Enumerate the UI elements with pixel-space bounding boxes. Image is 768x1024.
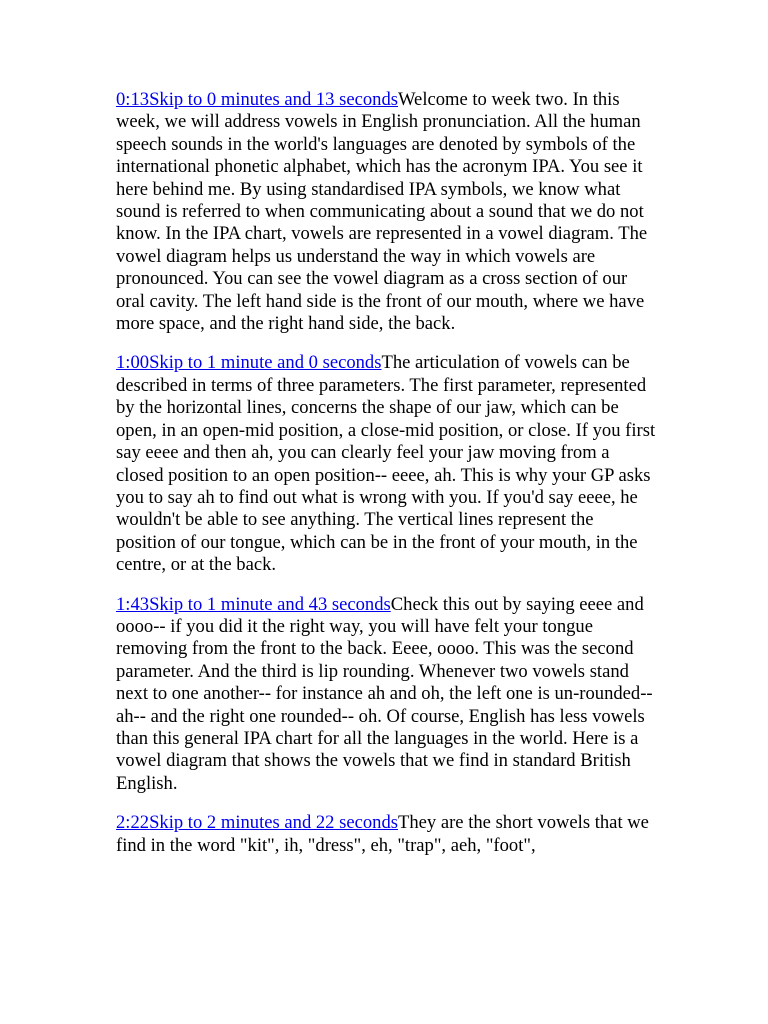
transcript-paragraph bbox=[116, 352, 656, 576]
transcript-text: Check this out by saying eeee and oooo-- if you did it the right way, you will have felt your tongue removing from the front to the back. Eeee, oooo. This was the second parameter. And the third is lip rounding. Whenever two vowels stand next to one another-- for instance ah and oh, the left one is un-rounded-- ah-- and the right one rounded-- oh. Of course, English has less vowels than this general IPA chart for all the languages in the world. Here is a vowel diagram that shows the vowels that we find in standard British English. bbox=[116, 593, 653, 794]
transcript-text: Welcome to week two. In this week, we will address vowels in English pronunciation. All the human speech sounds in the world's languages are denoted by symbols of the international phonetic alphabet, which has the acronym IPA. You see it here behind me. By using standardised IPA symbols, we know what sound is referred to when communicating about a sound that we do not know. In the IPA chart, vowels are represented in a vowel diagram. The vowel diagram helps us understand the way in which vowels are pronounced. You can see the vowel diagram as a cross section of our oral cavity. The left hand side is the front of our mouth, where we have more space, and the right hand side, the back. bbox=[116, 89, 648, 335]
timestamp-link[interactable] bbox=[116, 352, 381, 373]
timestamp-skip-label[interactable]: Skip to 2 minutes and 22 seconds bbox=[149, 812, 398, 834]
timestamp-link[interactable] bbox=[116, 594, 391, 615]
transcript-page bbox=[116, 89, 656, 874]
transcript-text: They are the short vowels that we find in the word "kit", ih, "dress", eh, "trap", aeh, "foot", bbox=[116, 812, 649, 856]
timestamp-skip-label[interactable]: Skip to 1 minute and 43 seconds bbox=[149, 593, 391, 615]
timestamp-time[interactable]: 2:22 bbox=[116, 812, 150, 834]
transcript-paragraph bbox=[116, 594, 656, 796]
timestamp-skip-label[interactable]: Skip to 1 minute and 0 seconds bbox=[149, 352, 382, 374]
transcript-text: The articulation of vowels can be described in terms of three parameters. The first parameter, represented by the horizontal lines, concerns the shape of our jaw, which can be open, in an open-mid position, a close-mid position, or close. If you first say eeee and then ah, you can clearly feel your jaw moving from a closed position to an open position-- eeee, ah. This is why your GP asks you to say ah to find out what is wrong with you. If you'd say eeee, he wouldn't be able to see anything. The vertical lines represent the position of our tongue, which can be in the front of your mouth, in the centre, or at the back. bbox=[116, 352, 656, 576]
timestamp-time[interactable]: 1:43 bbox=[116, 593, 150, 615]
timestamp-time[interactable]: 1:00 bbox=[116, 352, 150, 374]
transcript-paragraph bbox=[116, 812, 656, 857]
transcript-paragraph bbox=[116, 89, 656, 335]
timestamp-time[interactable]: 0:13 bbox=[116, 89, 150, 110]
timestamp-link[interactable] bbox=[116, 89, 398, 110]
timestamp-link[interactable] bbox=[116, 812, 398, 833]
timestamp-skip-label[interactable]: Skip to 0 minutes and 13 seconds bbox=[149, 89, 398, 110]
